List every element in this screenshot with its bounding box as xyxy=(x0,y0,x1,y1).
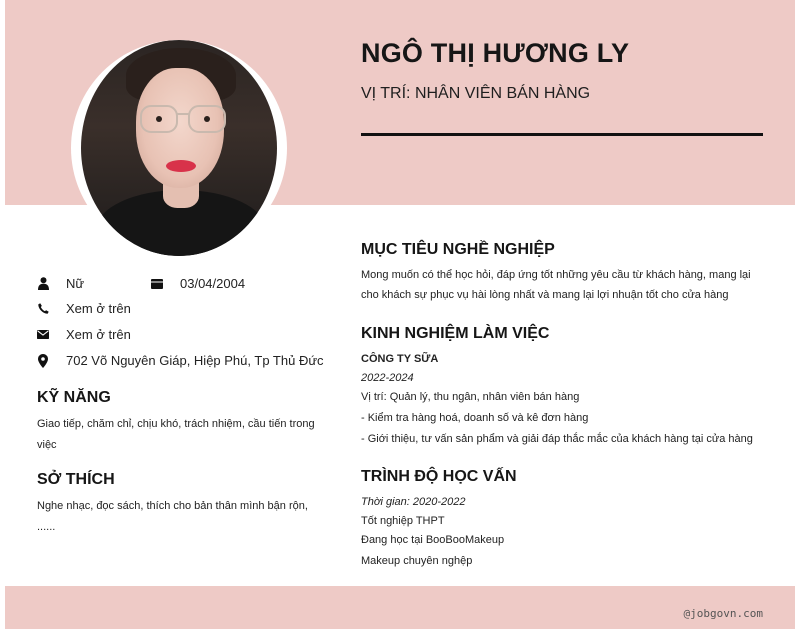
skills-line-1: Giao tiếp, chăm chỉ, chịu khó, trách nhiệm, cầu tiến trong xyxy=(37,418,315,430)
experience-period: 2022-2024 xyxy=(361,372,414,384)
position-title: VỊ TRÍ: NHÂN VIÊN BÁN HÀNG xyxy=(361,85,591,102)
gender-value: Nữ xyxy=(66,276,85,291)
phone-icon xyxy=(37,302,49,316)
objective-line-2: cho khách sự phục vụ hài lòng nhất và mang lại lợi nhuận tốt cho cửa hàng xyxy=(361,289,729,301)
person-icon xyxy=(37,277,49,291)
skills-title: KỸ NĂNG xyxy=(37,389,111,406)
experience-duty-1: - Kiểm tra hàng hoá, doanh số và kê đơn hàng xyxy=(361,412,589,424)
phone-value: Xem ở trên xyxy=(66,301,131,316)
address-row xyxy=(37,353,324,368)
education-period: Thời gian: 2020-2022 xyxy=(361,496,466,508)
avatar-photo xyxy=(81,40,277,256)
objective-line-1: Mong muốn có thể học hỏi, đáp ứng tốt những yêu cầu từ khách hàng, mang lại xyxy=(361,269,751,281)
location-icon xyxy=(37,354,49,368)
gender-row xyxy=(37,276,84,291)
objective-title: MỤC TIÊU NGHỀ NGHIỆP xyxy=(361,241,555,258)
email-value: Xem ở trên xyxy=(66,327,131,342)
experience-company: CÔNG TY SỮA xyxy=(361,353,439,365)
experience-role: Vị trí: Quản lý, thu ngân, nhân viên bán hàng xyxy=(361,391,580,403)
phone-row xyxy=(37,301,131,316)
education-title: TRÌNH ĐỘ HỌC VẤN xyxy=(361,468,517,485)
mail-icon xyxy=(37,328,49,342)
hobbies-line-2: ...... xyxy=(37,521,56,533)
address-value: 702 Võ Nguyên Giáp, Hiệp Phú, Tp Thủ Đức xyxy=(66,353,324,368)
candidate-name: NGÔ THỊ HƯƠNG LY xyxy=(361,38,630,68)
experience-duty-2: - Giới thiệu, tư vấn sản phẩm và giải đáp thắc mắc của khách hàng tại cửa hàng xyxy=(361,433,753,445)
education-line-2: Đang học tại BooBooMakeup xyxy=(361,534,505,546)
cv-page xyxy=(5,0,795,629)
header-divider xyxy=(361,133,763,136)
birthdate-row xyxy=(151,276,245,291)
skills-line-2: việc xyxy=(37,439,57,451)
hobbies-title: SỞ THÍCH xyxy=(37,471,115,488)
watermark: @jobgovn.com xyxy=(683,607,763,620)
birthdate-value: 03/04/2004 xyxy=(180,276,246,291)
education-line-1: Tốt nghiệp THPT xyxy=(361,515,445,527)
experience-title: KINH NGHIỆM LÀM VIỆC xyxy=(361,325,550,342)
calendar-icon xyxy=(151,277,163,291)
hobbies-line-1: Nghe nhạc, đọc sách, thích cho bản thân mình bận rộn, xyxy=(37,500,308,512)
email-row xyxy=(37,327,131,342)
footer-band xyxy=(5,586,795,629)
education-line-3: Makeup chuyên nghệp xyxy=(361,555,473,567)
avatar xyxy=(71,40,287,256)
